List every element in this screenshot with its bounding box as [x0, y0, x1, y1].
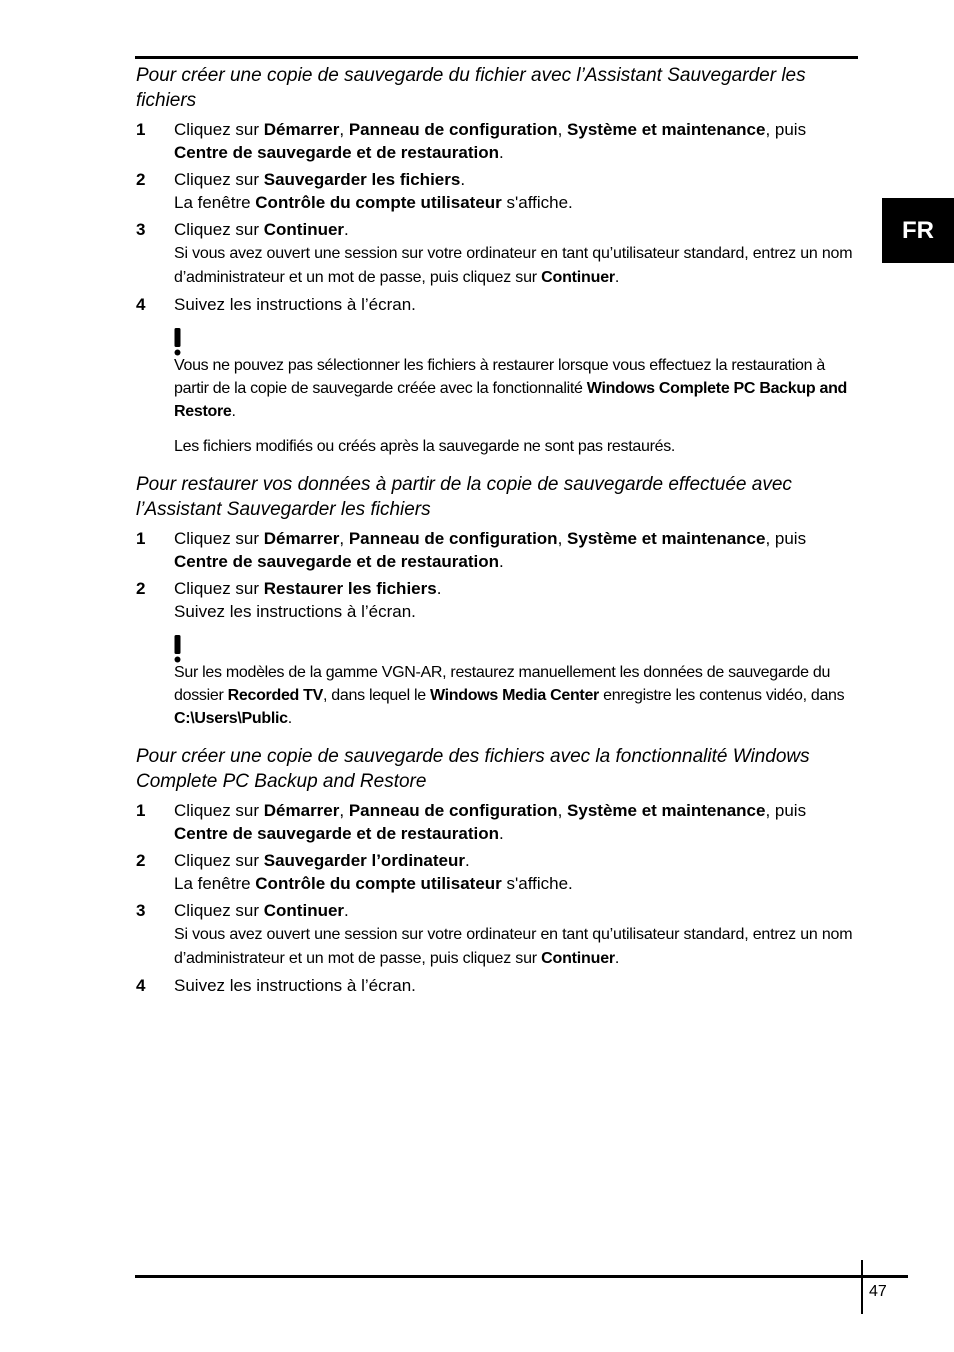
step-text: . [614, 950, 620, 967]
step-number: 4 [136, 295, 146, 314]
ui-term: Continuer [263, 220, 345, 239]
ui-term: Panneau de configuration [348, 529, 558, 548]
ui-term: Démarrer [263, 529, 340, 548]
top-rule [135, 56, 858, 59]
step-number: 2 [136, 579, 146, 598]
step-text: Suivez les instructions à l’écran. [174, 976, 416, 995]
step-text: s'affiche. [501, 193, 573, 212]
ui-term: Centre de sauvegarde et de restauration [174, 552, 500, 571]
step-text: , [557, 120, 568, 139]
exclamation-icon [174, 328, 181, 356]
step-number: 3 [136, 220, 146, 239]
note-text: . [231, 403, 236, 420]
note-paragraph [174, 354, 858, 423]
step-text: , [557, 801, 568, 820]
step-number: 4 [136, 976, 146, 995]
ui-term: Démarrer [263, 801, 340, 820]
step-number: 3 [136, 901, 146, 920]
footer-divider [861, 1260, 863, 1314]
ui-term: Continuer [263, 901, 345, 920]
step [136, 293, 858, 316]
ui-term: Centre de sauvegarde et de restauration [174, 824, 500, 843]
note-paragraph [174, 661, 858, 730]
step-text: Cliquez sur [174, 170, 264, 189]
step [136, 218, 858, 289]
section-heading: Pour restaurer vos données à partir de la copie de sauvegarde effectuée avec l’Assistant Sauvegarder les fichiers [136, 474, 792, 520]
step-text: . [499, 143, 504, 162]
bottom-rule [135, 1275, 908, 1278]
step [136, 168, 858, 214]
ui-term: Sauvegarder l’ordinateur [263, 851, 465, 870]
step [136, 577, 858, 623]
ui-term: Windows Media Center [430, 687, 599, 704]
step-text: Cliquez sur [174, 120, 264, 139]
ui-term: Système et maintenance [567, 529, 766, 548]
step-text: La fenêtre [174, 874, 256, 893]
step-text: , puis [765, 120, 807, 139]
note-text: , dans lequel le [323, 687, 430, 704]
step-text: . [465, 851, 470, 870]
step-number: 1 [136, 801, 146, 820]
ui-term: Panneau de configuration [348, 801, 558, 820]
step [136, 899, 858, 970]
note-text: Vous ne pouvez pas sélectionner les fichiers à restaurer lorsque vous effectuez la restauration à partir de la copie de sauvegarde créée avec la fonctionnalité [174, 357, 825, 397]
step-text: Cliquez sur [174, 801, 264, 820]
ui-term: Système et maintenance [567, 801, 766, 820]
step-text: Cliquez sur [174, 851, 264, 870]
ui-term: Restaurer les fichiers [263, 579, 437, 598]
step-text: Cliquez sur [174, 579, 264, 598]
step-text: . [614, 269, 620, 286]
step [136, 849, 858, 895]
note-block [174, 328, 858, 458]
step-text: . [499, 552, 504, 571]
language-tab: FR [882, 198, 954, 263]
step-text: Cliquez sur [174, 901, 264, 920]
step-text: Cliquez sur [174, 529, 264, 548]
step-text: , [339, 529, 349, 548]
exclamation-icon [174, 635, 181, 663]
step-text: , [557, 529, 568, 548]
step-text: La fenêtre [174, 193, 256, 212]
condition-text [174, 245, 852, 286]
section-heading: Pour créer une copie de sauvegarde du fichier avec l’Assistant Sauvegarder les fichiers [136, 65, 806, 111]
ui-term: Centre de sauvegarde et de restauration [174, 143, 500, 162]
step-text: , puis [765, 529, 807, 548]
step-text: , [339, 801, 349, 820]
step-text: . [499, 824, 504, 843]
step-text: Cliquez sur [174, 220, 264, 239]
section-heading: Pour créer une copie de sauvegarde des fichiers avec la fonctionnalité Windows Complete PC Backup and Restore [136, 746, 810, 792]
note-text: . [287, 710, 292, 727]
step [136, 118, 858, 164]
step [136, 974, 858, 997]
step-text: . [436, 579, 442, 598]
step [136, 527, 858, 573]
ui-term: Continuer [541, 269, 615, 286]
step-text: Si vous avez ouvert une session sur votre ordinateur en tant qu’utilisateur standard, entrez un nom d’administrateur et un mot de passe, puis cliquez sur [174, 926, 853, 967]
step-text: s'affiche. [501, 874, 573, 893]
step-text: , [339, 120, 349, 139]
note-paragraph: Les fichiers modifiés ou créés après la sauvegarde ne sont pas restaurés. [174, 438, 676, 455]
step-text: , puis [765, 801, 807, 820]
ui-term: Panneau de configuration [348, 120, 558, 139]
ui-term: Démarrer [263, 120, 340, 139]
note-block [174, 635, 858, 730]
step-text: . [344, 901, 349, 920]
ui-term: Recorded TV [227, 687, 324, 704]
step-number: 1 [136, 529, 146, 548]
note-text: enregistre les contenus vidéo, dans [599, 687, 845, 704]
step-number: 2 [136, 170, 146, 189]
step-number: 2 [136, 851, 146, 870]
step-number: 1 [136, 120, 146, 139]
step [136, 799, 858, 845]
ui-term: Windows Complete PC Backup and Restore [174, 380, 848, 420]
ui-term: Contrôle du compte utilisateur [255, 874, 502, 893]
step-text: Si vous avez ouvert une session sur votre ordinateur en tant qu’utilisateur standard, entrez un nom d’administrateur et un mot de passe, puis cliquez sur [174, 245, 853, 286]
page-number: 47 [869, 1283, 887, 1300]
ui-term: Continuer [541, 950, 615, 967]
ui-term: Sauvegarder les fichiers [263, 170, 461, 189]
step-text: . [460, 170, 466, 189]
condition-text [174, 926, 852, 967]
step-text: Suivez les instructions à l’écran. [174, 602, 416, 621]
step-text: Suivez les instructions à l’écran. [174, 295, 416, 314]
note-text: Sur les modèles de la gamme VGN-AR, restaurez manuellement les données de sauvegarde du dossier [174, 664, 831, 704]
page-content [136, 63, 858, 1001]
ui-term: C:\Users\Public [174, 710, 288, 727]
step-text: . [344, 220, 349, 239]
ui-term: Système et maintenance [567, 120, 766, 139]
ui-term: Contrôle du compte utilisateur [255, 193, 502, 212]
